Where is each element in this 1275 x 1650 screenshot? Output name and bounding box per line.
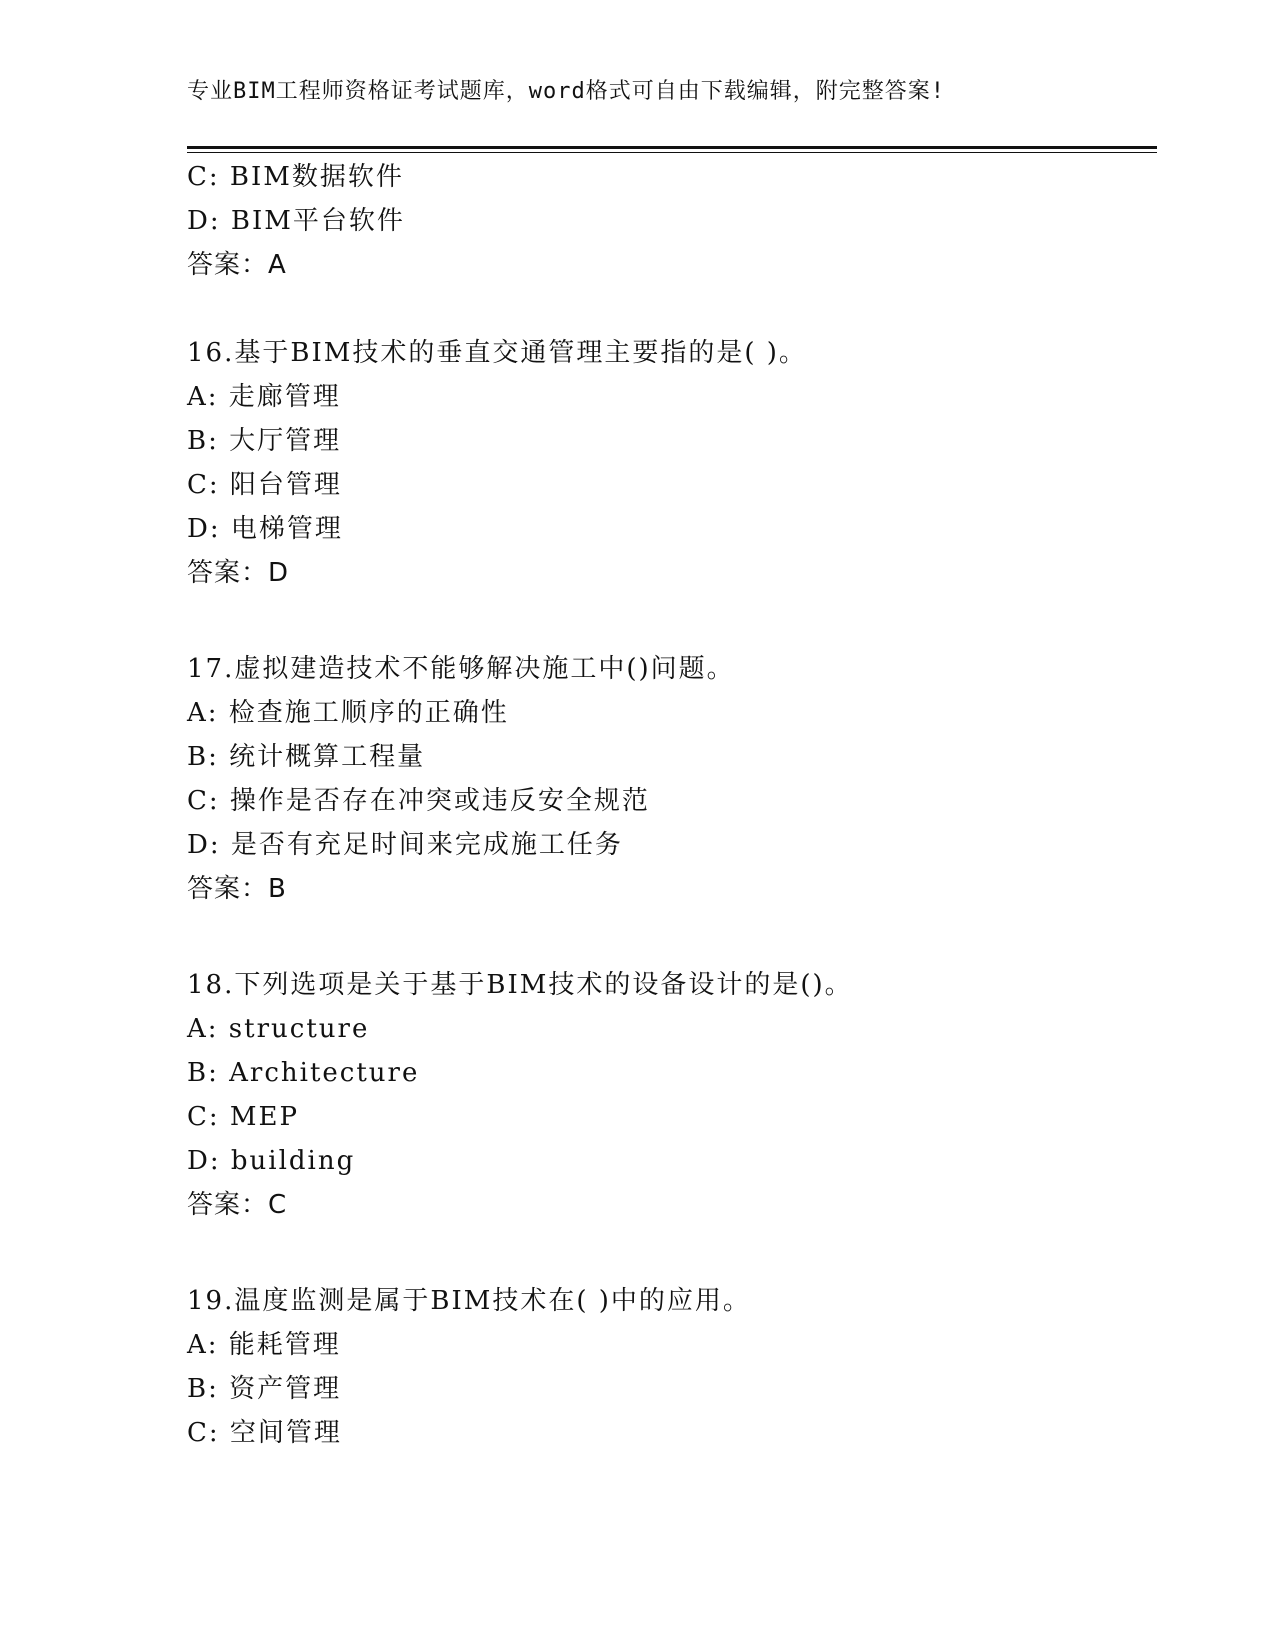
option-c: C: 操作是否存在冲突或违反安全规范 (187, 786, 650, 816)
option-d: D: 是否有充足时间来完成施工任务 (187, 830, 623, 860)
option-c: C: 阳台管理 (187, 470, 342, 500)
option-d: D: building (187, 1146, 356, 1176)
option-a: A: 检查施工顺序的正确性 (187, 698, 509, 728)
question-stem: 16.基于BIM技术的垂直交通管理主要指的是( )。 (187, 338, 807, 368)
option-b: B: 统计概算工程量 (187, 742, 426, 772)
option-c: C: BIM数据软件 (187, 162, 404, 192)
option-d: D: 电梯管理 (187, 514, 343, 544)
option-c: C: 空间管理 (187, 1418, 342, 1448)
answer-line: 答案：B (187, 874, 287, 904)
question-stem: 19.温度监测是属于BIM技术在( )中的应用。 (187, 1286, 751, 1316)
header-rule-thin (187, 152, 1157, 153)
answer-line: 答案：D (187, 558, 290, 588)
option-c: C: MEP (187, 1102, 300, 1132)
option-b: B: 资产管理 (187, 1374, 342, 1404)
answer-line: 答案：A (187, 250, 287, 280)
option-a: A: 走廊管理 (187, 382, 341, 412)
header-rule (187, 146, 1157, 149)
option-a: A: 能耗管理 (187, 1330, 341, 1360)
option-b: B: Architecture (187, 1058, 420, 1088)
option-b: B: 大厅管理 (187, 426, 342, 456)
option-d: D: BIM平台软件 (187, 206, 405, 236)
answer-line: 答案：C (187, 1190, 288, 1220)
question-stem: 17.虚拟建造技术不能够解决施工中()问题。 (187, 654, 735, 684)
question-stem: 18.下列选项是关于基于BIM技术的设备设计的是()。 (187, 970, 853, 1000)
option-a: A: structure (187, 1014, 370, 1044)
page-header: 专业BIM工程师资格证考试题库，word格式可自由下载编辑，附完整答案! (187, 79, 945, 104)
